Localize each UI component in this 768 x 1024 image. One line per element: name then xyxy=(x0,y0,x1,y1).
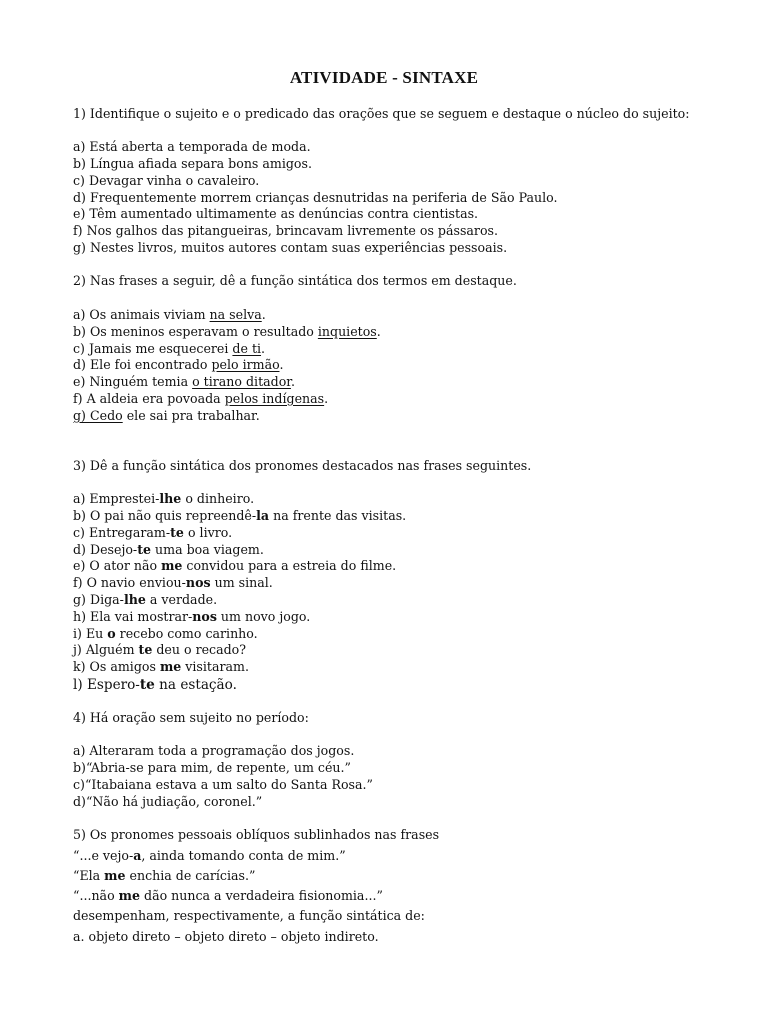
question-3-item-b: b) O pai não quis repreendê-la na frente das visitas. xyxy=(73,508,407,523)
question-3-item-d: d) Desejo-te uma boa viagem. xyxy=(73,542,264,557)
highlighted-term: o tirano ditador xyxy=(192,374,291,389)
question-1-item-a: a) Está aberta a temporada de moda. xyxy=(73,139,311,154)
highlighted-pronoun: o xyxy=(107,626,116,641)
item-letter: g) xyxy=(73,408,90,423)
question-1-item-e: e) Têm aumentado ultimamente as denúncias contra cientistas. xyxy=(73,206,479,221)
question-2-item-e: e) Ninguém temia o tirano ditador. xyxy=(73,374,295,389)
highlighted-pronoun: nos xyxy=(192,609,217,624)
question-5-quote-2: “Ela me enchia de carícias.” xyxy=(73,868,256,883)
highlighted-pronoun: te xyxy=(138,642,153,657)
highlighted-term: inquietos xyxy=(317,324,377,339)
question-2-item-a: a) Os animais viviam na selva. xyxy=(73,307,266,322)
question-2-prompt: 2) Nas frases a seguir, dê a função sintática dos termos em destaque. xyxy=(73,273,517,288)
question-3-prompt: 3) Dê a função sintática dos pronomes destacados nas frases seguintes. xyxy=(73,458,532,473)
highlighted-pronoun: lhe xyxy=(159,491,182,506)
question-3-item-i: i) Eu o recebo como carinho. xyxy=(73,626,258,641)
question-5-quote-1: “...e vejo-a, ainda tomando conta de mim.” xyxy=(73,848,346,863)
highlighted-pronoun: me xyxy=(161,558,183,573)
question-5-option-a: a. objeto direto – objeto direto – objeto indireto. xyxy=(73,929,379,944)
highlighted-pronoun: me xyxy=(118,888,140,903)
question-3-item-h: h) Ela vai mostrar-nos um novo jogo. xyxy=(73,609,311,624)
question-2-item-g: g) Cedo ele sai pra trabalhar. xyxy=(73,408,260,423)
question-5-prompt: 5) Os pronomes pessoais oblíquos sublinhados nas frases xyxy=(73,827,440,842)
question-2-item-f: f) A aldeia era povoada pelos indígenas. xyxy=(73,391,329,406)
highlighted-term: de ti xyxy=(232,341,262,356)
question-2-item-d: d) Ele foi encontrado pelo irmão. xyxy=(73,357,284,372)
question-2-item-b: b) Os meninos esperavam o resultado inquietos. xyxy=(73,324,381,339)
question-3-item-j: j) Alguém te deu o recado? xyxy=(73,642,247,657)
question-3-item-c: c) Entregaram-te o livro. xyxy=(73,525,233,540)
question-4-item-c: c)“Itabaiana estava a um salto do Santa Rosa.” xyxy=(73,777,373,792)
highlighted-pronoun: nos xyxy=(185,575,211,590)
page-title: ATIVIDADE - SINTAXE xyxy=(289,68,479,87)
highlighted-pronoun: me xyxy=(159,659,182,674)
question-1-prompt: 1) Identifique o sujeito e o predicado das orações que se seguem e destaque o núcleo do sujeito: xyxy=(73,106,690,121)
question-2-item-c: c) Jamais me esquecerei de ti. xyxy=(73,341,266,356)
highlighted-pronoun: te xyxy=(170,525,184,540)
highlighted-pronoun: lhe xyxy=(123,592,146,607)
question-1-item-g: g) Nestes livros, muitos autores contam suas experiências pessoais. xyxy=(73,240,508,255)
question-4-prompt: 4) Há oração sem sujeito no período: xyxy=(73,710,309,725)
question-3-item-f: f) O navio enviou-nos um sinal. xyxy=(73,575,273,590)
question-3-item-a: a) Emprestei-lhe o dinheiro. xyxy=(73,491,255,506)
question-4-item-b: b)“Abria-se para mim, de repente, um céu.” xyxy=(73,760,351,775)
question-1-item-f: f) Nos galhos das pitangueiras, brincavam livremente os pássaros. xyxy=(73,223,498,238)
question-5-quote-3: “...não me dão nunca a verdadeira fisionomia...” xyxy=(73,888,383,903)
highlighted-pronoun: te xyxy=(137,542,152,557)
highlighted-pronoun: a xyxy=(133,848,142,863)
question-1-item-d: d) Frequentemente morrem crianças desnutridas na periferia de São Paulo. xyxy=(73,190,558,205)
highlighted-term: pelo irmão xyxy=(211,357,280,372)
question-3-item-k: k) Os amigos me visitaram. xyxy=(73,659,249,674)
question-4-item-d: d)“Não há judiação, coronel.” xyxy=(73,794,263,809)
question-5-stem: desempenham, respectivamente, a função sintática de: xyxy=(73,908,425,923)
highlighted-term: Cedo xyxy=(89,408,123,423)
question-4-item-a: a) Alteraram toda a programação dos jogos. xyxy=(73,743,355,758)
question-1-item-c: c) Devagar vinha o cavaleiro. xyxy=(73,173,260,188)
question-3-item-g: g) Diga-lhe a verdade. xyxy=(73,592,218,607)
highlighted-pronoun: la xyxy=(256,508,270,523)
highlighted-pronoun: me xyxy=(104,868,126,883)
question-1-item-b: b) Língua afiada separa bons amigos. xyxy=(73,156,312,171)
highlighted-term: pelos indígenas xyxy=(224,391,325,406)
question-3-item-e: e) O ator não me convidou para a estreia do filme. xyxy=(73,558,397,573)
highlighted-pronoun: te xyxy=(139,677,155,693)
question-3-item-l: l) Espero-te na estação. xyxy=(73,677,237,693)
highlighted-term: na selva xyxy=(209,307,262,322)
